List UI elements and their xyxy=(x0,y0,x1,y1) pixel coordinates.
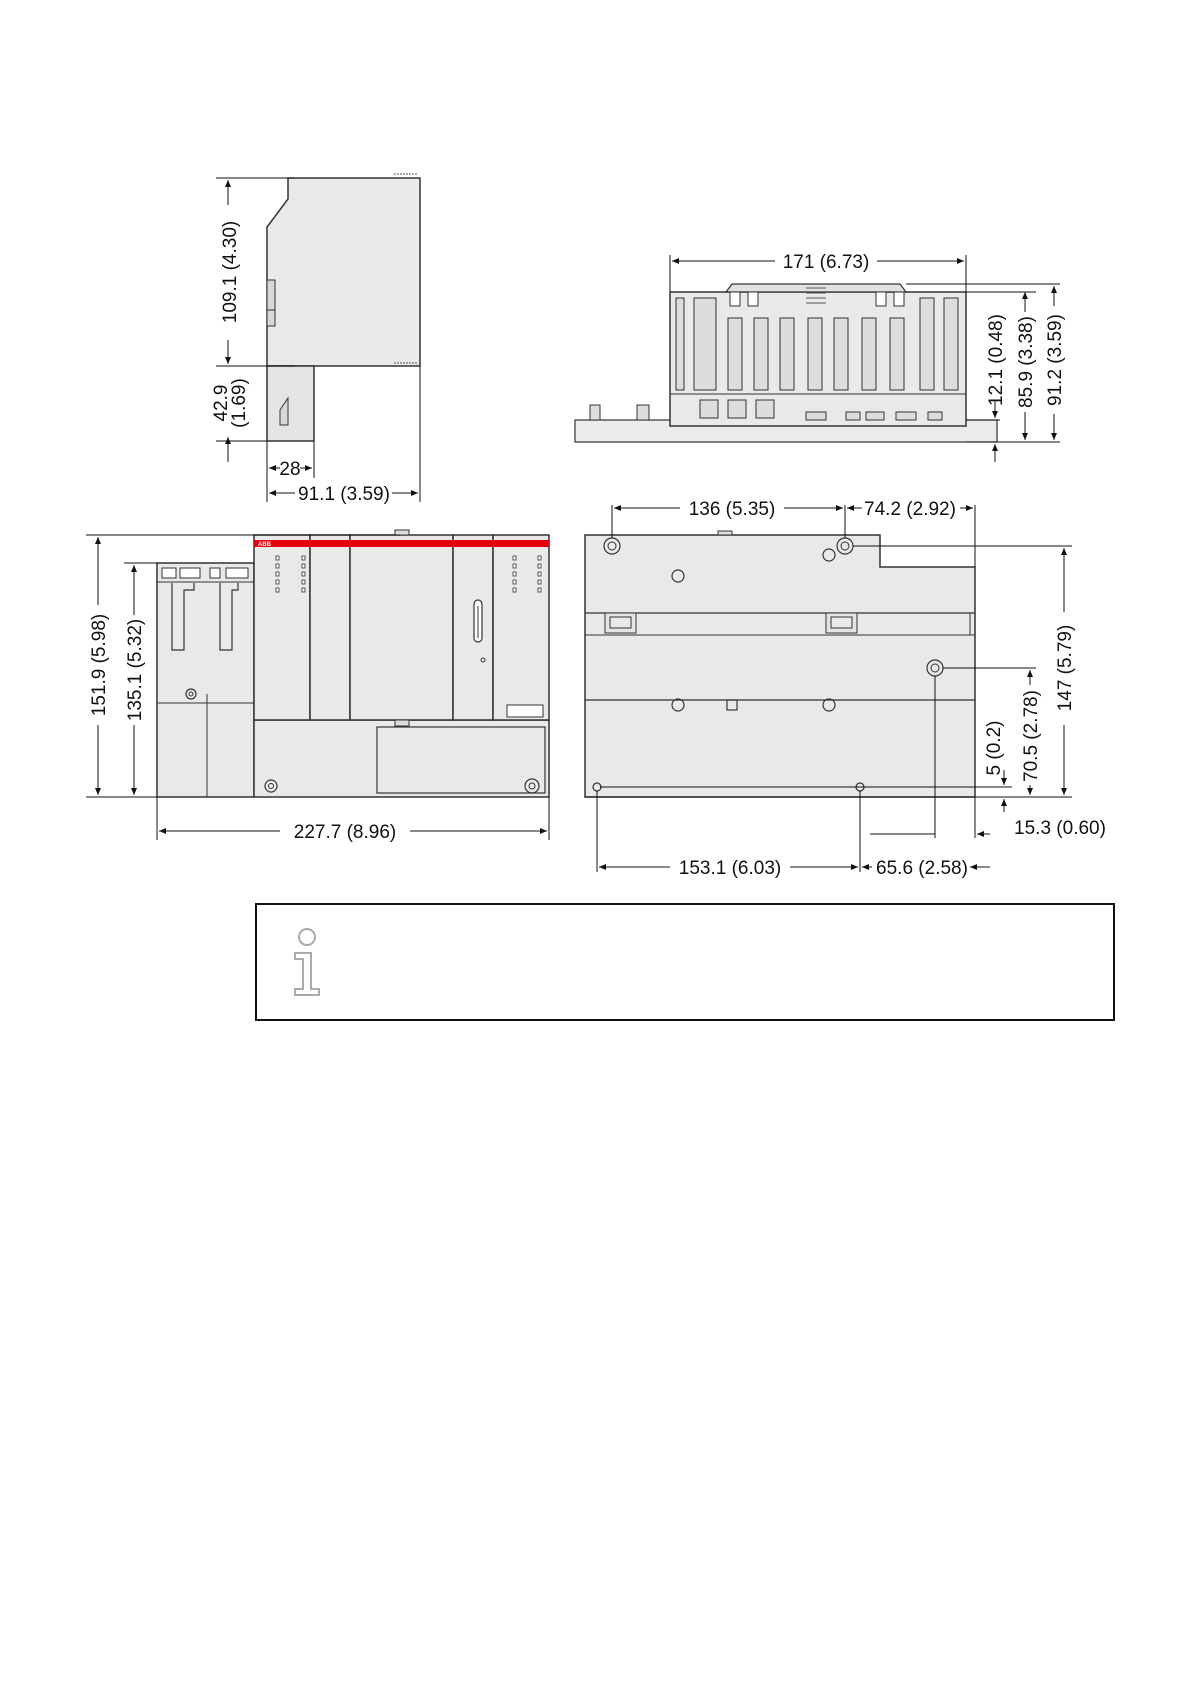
dim-top-h2: 85.9 (3.38) xyxy=(1016,316,1037,408)
dim-side-foot-depth: 28 xyxy=(279,459,301,480)
info-icon xyxy=(287,927,327,997)
side-view xyxy=(211,174,420,505)
abb-logo-text: ABB xyxy=(258,542,271,548)
dim-rear-top-right: 74.2 (2.92) xyxy=(864,499,956,520)
rear-view xyxy=(585,499,1106,879)
dim-rear-top-left: 136 (5.35) xyxy=(688,499,776,520)
dim-rear-bottom-right: 65.6 (2.58) xyxy=(876,858,968,879)
front-view xyxy=(86,530,549,843)
dim-top-width: 171 (6.73) xyxy=(782,252,870,273)
dim-rear-bottom-left: 153.1 (6.03) xyxy=(678,858,782,879)
dim-rear-offset-right: 15.3 (0.60) xyxy=(1014,818,1106,839)
dim-top-h3: 91.2 (3.59) xyxy=(1045,314,1066,406)
dim-front-total-width: 227.7 (8.96) xyxy=(293,822,397,843)
dim-front-total-height: 151.9 (5.98) xyxy=(89,613,110,717)
dim-side-total-height: 109.1 (4.30) xyxy=(220,220,241,324)
top-view xyxy=(575,252,1066,462)
dim-rear-right-height: 147 (5.79) xyxy=(1055,624,1076,712)
dim-rear-mid-height: 70.5 (2.78) xyxy=(1021,690,1042,782)
dim-side-lower-height-inch: (1.69) xyxy=(229,378,250,428)
dim-side-lower-height-value: 42.9 xyxy=(211,384,232,422)
dim-top-h1: 12.1 (0.48) xyxy=(986,314,1007,406)
info-note-box xyxy=(255,903,1115,1021)
dim-rear-small-height: 5 (0.2) xyxy=(984,720,1005,776)
dim-side-total-depth: 91.1 (3.59) xyxy=(298,484,390,505)
dim-front-body-height: 135.1 (5.32) xyxy=(125,618,146,722)
